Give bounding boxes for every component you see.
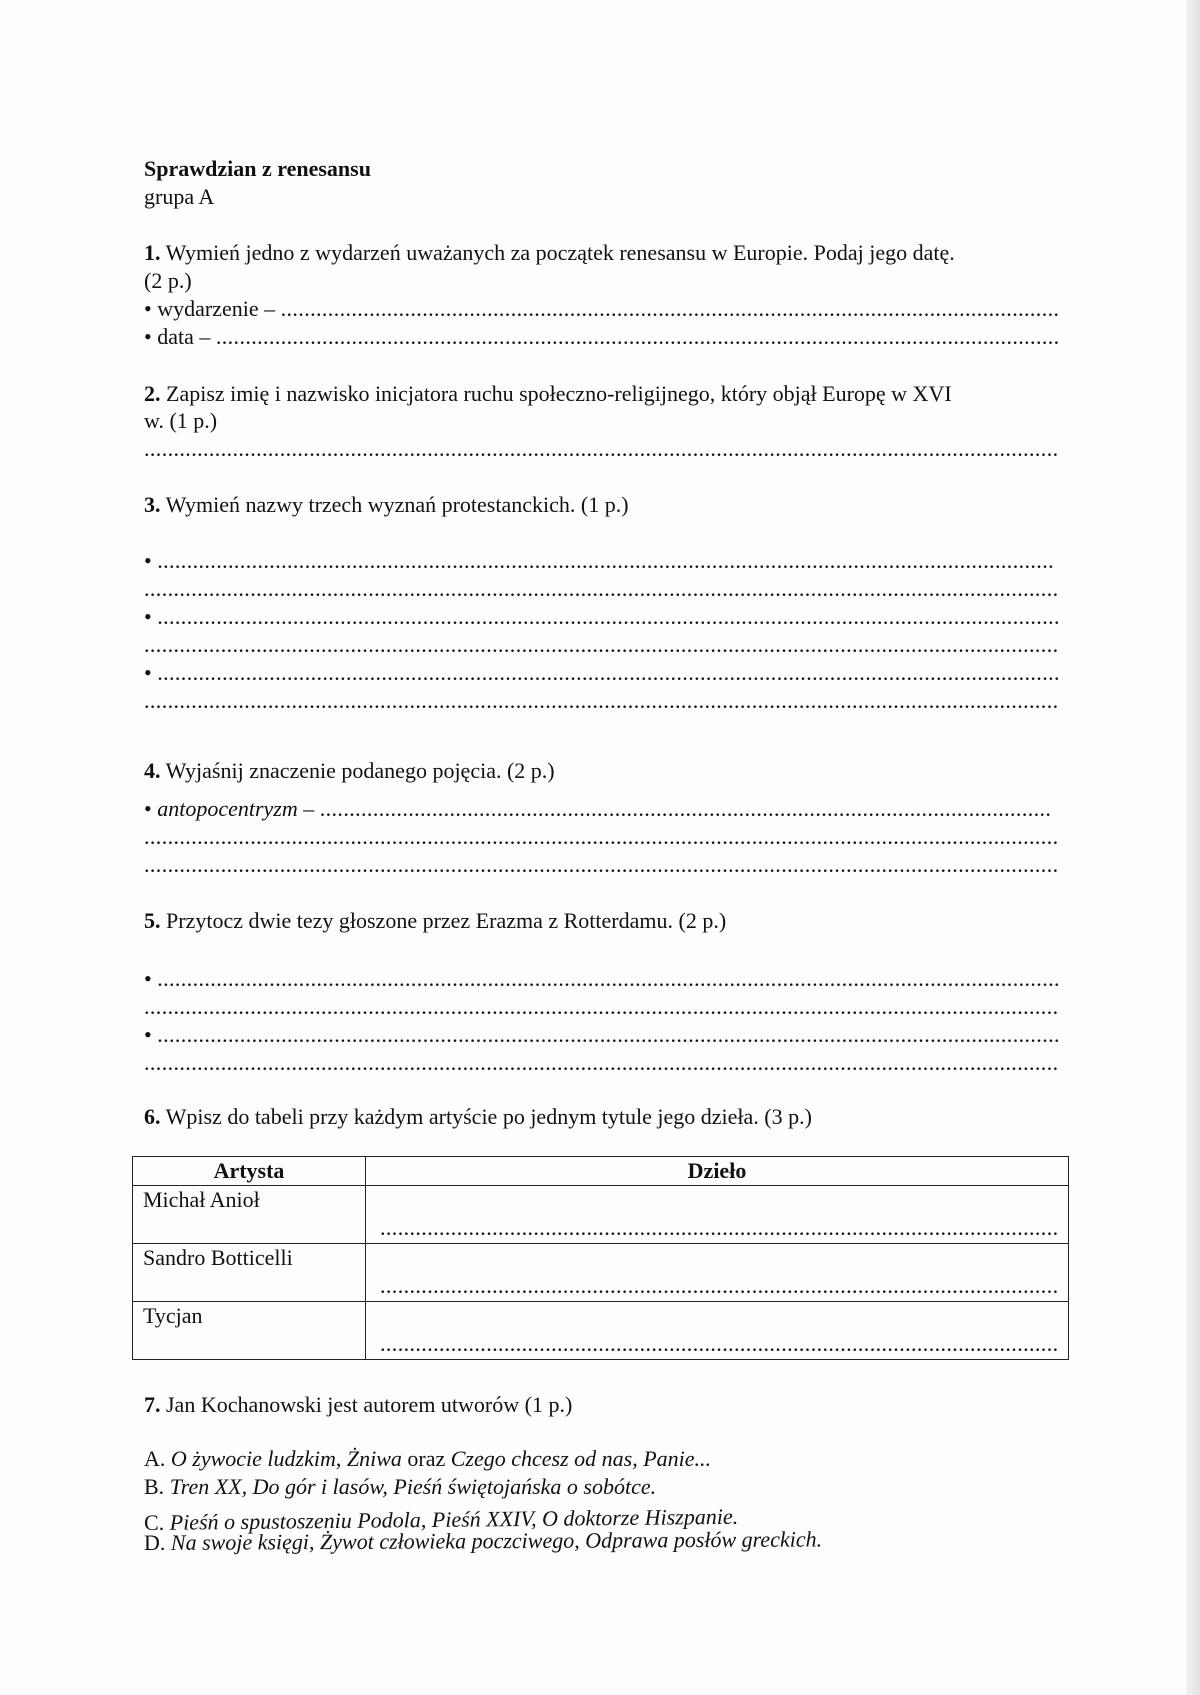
work-title: Żywot człowieka poczciwego xyxy=(319,1527,575,1555)
column-header-artist: Artysta xyxy=(133,1157,366,1186)
work-title: Odprawa posłów greckich xyxy=(585,1526,817,1553)
answer-line[interactable] xyxy=(144,576,1060,602)
work-title: Czego chcesz od nas, Panie... xyxy=(450,1446,712,1471)
question-1 xyxy=(144,240,955,266)
dotted-line xyxy=(157,1022,1060,1048)
artists-works-table xyxy=(132,1156,1069,1360)
dotted-line xyxy=(157,604,1060,630)
separator: . xyxy=(650,1474,657,1499)
work-title: Do gór i lasów xyxy=(252,1474,383,1499)
question-number: 4. xyxy=(144,758,161,783)
question-text: Przytocz dwie tezy głoszone przez Erazma z Rotterdamu. (2 p.) xyxy=(166,908,727,933)
table-row xyxy=(133,1186,1069,1244)
answer-line-2[interactable] xyxy=(144,604,1060,630)
question-number: 7. xyxy=(144,1392,161,1417)
bullet: • xyxy=(144,796,152,821)
worksheet-title: Sprawdzian z renesansu xyxy=(144,156,371,181)
question-4 xyxy=(144,758,555,784)
answer-line-event[interactable] xyxy=(144,296,1060,322)
dotted-line xyxy=(320,796,1052,822)
question-number: 6. xyxy=(144,1104,161,1129)
question-points: (2 p.) xyxy=(144,268,192,293)
dotted-line xyxy=(380,1333,1058,1355)
dotted-line xyxy=(157,548,1054,574)
work-title: O doktorze Hiszpanie xyxy=(541,1503,733,1531)
separator: , xyxy=(335,1446,347,1471)
answer-line-1[interactable] xyxy=(144,548,1054,574)
work-cell[interactable] xyxy=(366,1302,1069,1360)
table-header-row xyxy=(133,1157,1069,1186)
answer-option-d[interactable] xyxy=(144,1526,822,1556)
work-title: Tren XX xyxy=(169,1474,242,1499)
separator: , xyxy=(574,1527,586,1553)
group-label: grupa A xyxy=(144,184,215,209)
question-5 xyxy=(144,908,726,934)
separator: , xyxy=(530,1505,543,1531)
answer-option-b[interactable] xyxy=(144,1474,656,1500)
work-cell[interactable] xyxy=(366,1186,1069,1244)
date-label: • data – xyxy=(144,324,211,349)
answer-option-a[interactable] xyxy=(144,1446,711,1472)
answer-line[interactable] xyxy=(144,688,1060,714)
work-cell[interactable] xyxy=(366,1244,1069,1302)
question-text: Wyjaśnij znaczenie podanego pojęcia. (2 p.) xyxy=(165,758,555,783)
answer-line-3[interactable] xyxy=(144,660,1060,686)
bullet: • xyxy=(144,548,152,573)
bullet: • xyxy=(144,604,152,629)
question-text: Jan Kochanowski jest autorem utworów (1 p.) xyxy=(166,1392,573,1417)
bullet: • xyxy=(144,1022,152,1047)
table-row xyxy=(133,1244,1069,1302)
answer-line[interactable] xyxy=(144,436,1060,462)
term: antopocentryzm – xyxy=(157,796,315,821)
work-title: Na swoje księgi xyxy=(170,1529,310,1555)
separator: . xyxy=(732,1503,739,1529)
question-7 xyxy=(144,1392,572,1418)
work-title: Pieśń świętojańska o sobótce xyxy=(393,1474,651,1499)
option-letter: D. xyxy=(143,1529,166,1555)
bullet: • xyxy=(144,660,152,685)
question-number: 5. xyxy=(144,908,161,933)
answer-line[interactable] xyxy=(144,632,1060,658)
answer-line[interactable] xyxy=(144,824,1060,850)
separator: . xyxy=(816,1526,823,1552)
question-number: 3. xyxy=(144,492,161,517)
dotted-line xyxy=(157,966,1060,992)
page-edge xyxy=(1186,0,1200,1695)
question-3 xyxy=(144,492,629,518)
question-number: 2. xyxy=(144,381,161,406)
answer-line[interactable] xyxy=(144,852,1060,878)
separator: , xyxy=(241,1474,253,1499)
work-title: Żniwa xyxy=(346,1446,402,1471)
answer-line-2[interactable] xyxy=(144,1022,1060,1048)
work-title: Pieśń o spustoszeniu Podola xyxy=(169,1507,421,1535)
option-letter: B. xyxy=(144,1474,165,1499)
artist-cell: Sandro Botticelli xyxy=(133,1244,366,1302)
separator: oraz xyxy=(401,1446,451,1471)
artist-cell: Tycjan xyxy=(133,1302,366,1360)
question-text-cont: w. (1 p.) xyxy=(144,408,218,433)
bullet: • xyxy=(144,966,152,991)
answer-line-date[interactable] xyxy=(144,324,1060,350)
separator: , xyxy=(382,1474,394,1499)
question-number: 1. xyxy=(144,240,161,265)
question-6 xyxy=(144,1104,812,1130)
answer-line-1[interactable] xyxy=(144,966,1060,992)
question-text: Wymień nazwy trzech wyznań protestanckich. (1 p.) xyxy=(165,492,629,517)
column-header-work: Dzieło xyxy=(366,1157,1069,1186)
question-text: Wpisz do tabeli przy każdym artyście po jednym tytule jego dzieła. (3 p.) xyxy=(165,1104,812,1129)
work-title: O żywocie ludzkim xyxy=(170,1446,336,1471)
dotted-line xyxy=(157,660,1060,686)
answer-line[interactable] xyxy=(144,994,1060,1020)
work-title: Pieśń XXIV xyxy=(431,1505,532,1532)
question-2 xyxy=(144,381,952,407)
table-row xyxy=(133,1302,1069,1360)
question-text: Wymień jedno z wydarzeń uważanych za początek renesansu w Europie. Podaj jego datę. xyxy=(165,240,955,265)
dotted-line xyxy=(216,324,1060,350)
separator: , xyxy=(308,1529,321,1555)
answer-line[interactable] xyxy=(144,1050,1060,1076)
separator: , xyxy=(420,1506,432,1533)
option-letter: A. xyxy=(144,1446,166,1471)
dotted-line xyxy=(281,296,1060,322)
event-label: • wydarzenie – xyxy=(144,296,276,321)
artist-cell: Michał Anioł xyxy=(133,1186,366,1244)
question-text: Zapisz imię i nazwisko inicjatora ruchu społeczno-religijnego, który objął Europę w XVI xyxy=(166,381,952,406)
answer-line-term[interactable] xyxy=(144,796,1052,822)
dotted-line xyxy=(380,1217,1058,1239)
option-letter: C. xyxy=(143,1509,165,1535)
dotted-line xyxy=(380,1275,1058,1297)
